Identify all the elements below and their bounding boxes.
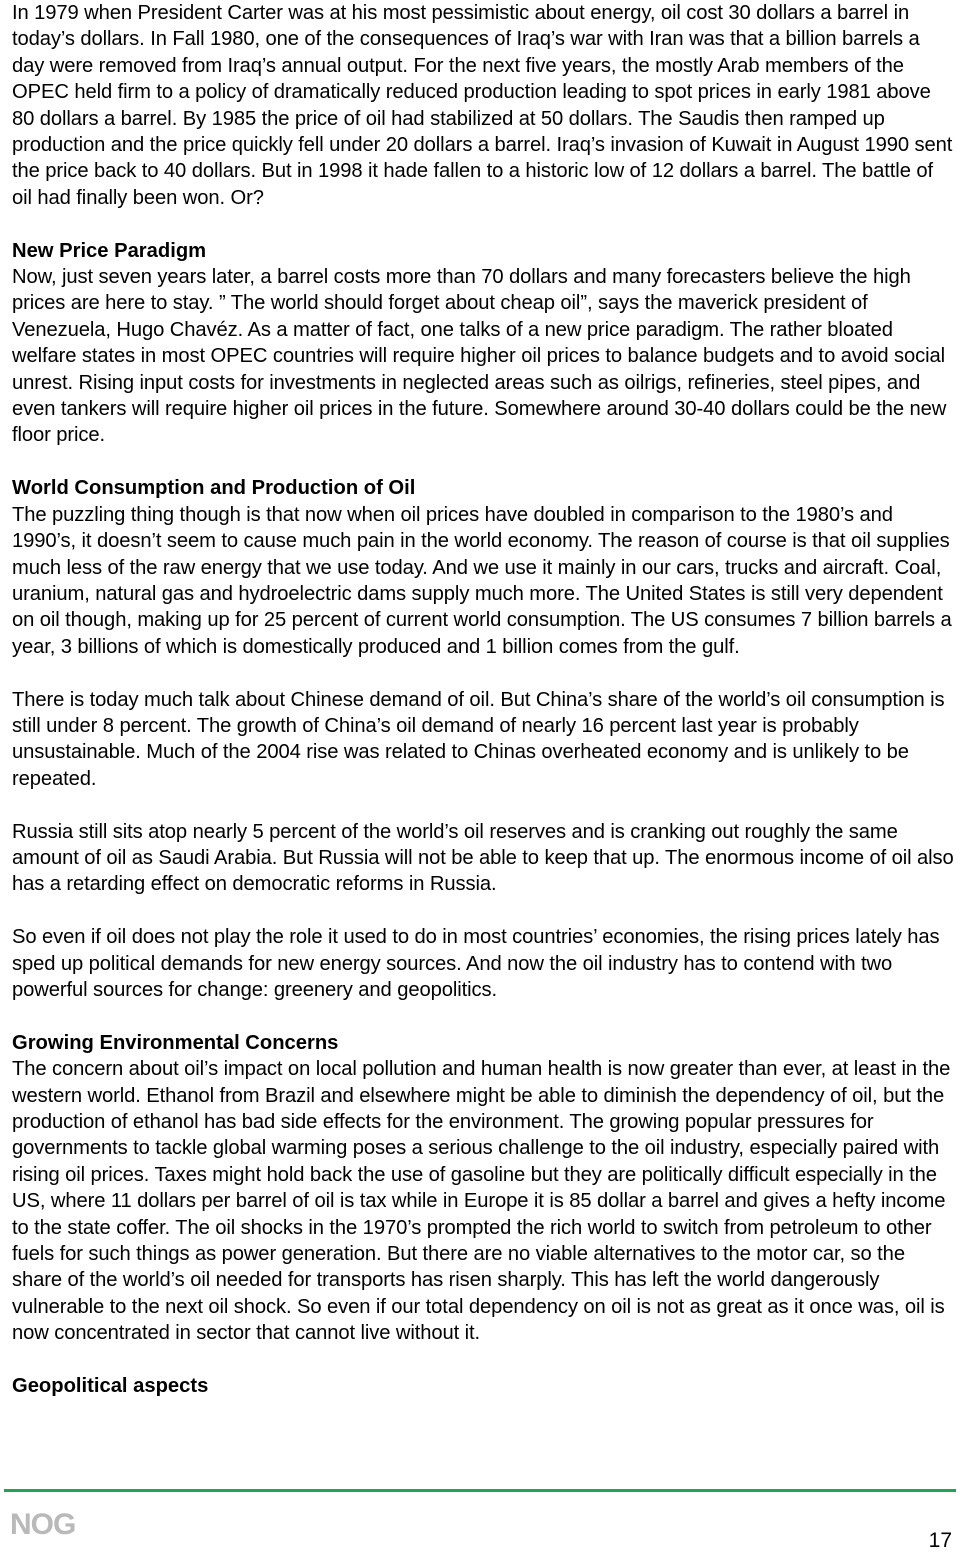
world-consumption-section	[12, 475, 956, 1003]
section-heading: World Consumption and Production of Oil	[12, 477, 416, 500]
footer-divider	[4, 1489, 956, 1492]
body-paragraph: The concern about oil’s impact on local pollution and human health is now greater than ever, at least in the western world. Ethanol from Brazil and elsewhere might be able to diminish the dependency of oil, but the production of ethanol has bad side effects for the environment. The growing popular pressures for governments to tackle global warming poses a serious challenge to the oil industry, especially paired with rising oil prices. Taxes might hold back the use of gasoline but they are politically difficult especially in the US, where 11 dollars per barrel of oil is tax while in Europe it is 85 dollar a barrel and gives a hefty income to the state coffer. The oil shocks in the 1970’s prompted the rich world to switch from petroleum to other fuels for such things as power generation. But there are no viable alternatives to the motor car, so the share of the world’s oil needed for transports has risen sharply. This has left the world dangerously vulnerable to the next oil shock. So even if our total dependency on oil is not as great as it once was, oil is now concentrated in sector that cannot live without it.	[12, 1058, 951, 1345]
section-heading: New Price Paradigm	[12, 239, 207, 262]
geopolitical-section	[12, 1373, 956, 1399]
body-paragraph: The puzzling thing though is that now when oil prices have doubled in comparison to the 1980’s and 1990’s, it doesn’t seem to cause much pain in the world economy. The reason of course is that oil supplies much less of the raw energy that we use today. And we use it mainly in our cars, trucks and aircraft. Coal, uranium, natural gas and hydroelectric dams supply much more. The United States is still very dependent on oil though, making up for 25 percent of current world consumption. The US consumes 7 billion barrels a year, 3 billions of which is domestically produced and 1 billion comes from the gulf.	[12, 503, 952, 658]
body-paragraph: There is today much talk about Chinese demand of oil. But China’s share of the world’s oil consumption is still under 8 percent. The growth of China’s oil demand of nearly 16 percent last year is probably unsustainable. Much of the 2004 rise was related to Chinas overheated economy and is unlikely to be repeated.	[12, 688, 945, 790]
body-paragraph: So even if oil does not play the role it used to do in most countries’ economies, the rising prices lately has sped up political demands for new energy sources. And now the oil industry has to contend with two powerful sources for change: greenery and geopolitics.	[12, 926, 940, 1001]
body-paragraph: Russia still sits atop nearly 5 percent of the world’s oil reserves and is cranking out roughly the same amount of oil as Saudi Arabia. But Russia will not be able to keep that up. The enormous income of oil also has a retarding effect on democratic reforms in Russia.	[12, 820, 954, 896]
intro-paragraph: In 1979 when President Carter was at his most pessimistic about energy, oil cost 30 dollars a barrel in today’s dollars. In Fall 1980, one of the consequences of Iraq’s war with Iran was that a billion barrels a day were removed from Iraq’s annual output. For the next five years, the mostly Arab members of the OPEC held firm to a policy of dramatically reduced production leading to spot prices in early 1981 above 80 dollars a barrel. By 1985 the price of oil had stabilized at 50 dollars. The Saudis then ramped up production and the price quickly fell under 20 dollars a barrel. Iraq’s invasion of Kuwait in August 1990 sent the price back to 40 dollars. But in 1998 it hade fallen to a historic low of 12 dollars a barrel. The battle of oil had finally been won. Or?	[12, 2, 953, 209]
environmental-concerns-section	[12, 1030, 956, 1347]
section-heading: Geopolitical aspects	[12, 1375, 209, 1398]
nog-logo: NOG	[10, 1508, 76, 1541]
intro-section	[12, 0, 956, 211]
section-heading: Growing Environmental Concerns	[12, 1031, 339, 1054]
new-price-paradigm-section	[12, 238, 956, 449]
page-body	[12, 0, 956, 1399]
page-number: 17	[928, 1529, 952, 1552]
body-paragraph: Now, just seven years later, a barrel costs more than 70 dollars and many forecasters believe the high prices are here to stay. ” The world should forget about cheap oil”, says the maverick president of Venezuela, Hugo Chavéz. As a matter of fact, one talks of a new price paradigm. The rather bloated welfare states in most OPEC countries will require higher oil prices to balance budgets and to avoid social unrest. Rising input costs for investments in neglected areas such as oilrigs, refineries, steel pipes, and even tankers will require higher oil prices in the future. Somewhere around 30-40 dollars could be the new floor price.	[12, 266, 947, 447]
